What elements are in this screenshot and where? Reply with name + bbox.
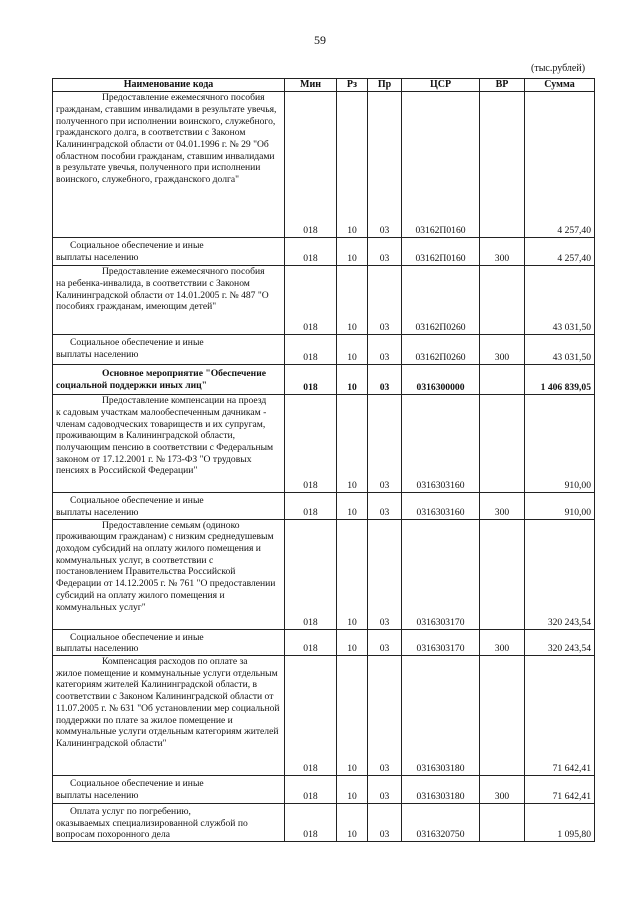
row-pr-cell: 03 — [368, 395, 402, 493]
row-rz-cell: 10 — [337, 266, 368, 335]
table-row — [53, 335, 595, 365]
row-name-first-line: Социальное обеспечение и иные — [70, 337, 204, 349]
row-name-cell — [53, 776, 285, 804]
row-name-first-line: Социальное обеспечение и иные — [70, 778, 204, 789]
row-name-continuation: гражданам, ставшим инвалидами в результате увечья, полученного при исполнении воинского, служебного, гражданского долга, в соответствии с Законом Калининградской области от 04.01.1996 г. № 29 "Об областном пособии гражданам, ставшим инвалидами в результате увечья, полученного при исполнении воинского, служебного, гражданского долга" — [56, 103, 277, 186]
row-rz-cell: 10 — [337, 804, 368, 842]
table-row — [53, 519, 595, 629]
row-min-cell: 018 — [285, 629, 337, 655]
row-name-cell — [53, 395, 285, 493]
row-csr-cell: 03162П0160 — [402, 92, 480, 238]
row-name-first-line: Социальное обеспечение и иные — [70, 240, 204, 252]
row-pr-cell: 03 — [368, 804, 402, 842]
row-rz-cell: 10 — [337, 519, 368, 629]
row-sum-cell: 71 642,41 — [525, 776, 595, 804]
table-row — [53, 493, 595, 519]
budget-table — [52, 78, 595, 842]
row-pr-cell: 03 — [368, 238, 402, 266]
row-name-cell — [53, 266, 285, 335]
page-number: 59 — [314, 33, 326, 47]
row-csr-cell: 03162П0260 — [402, 335, 480, 365]
row-min-cell: 018 — [285, 804, 337, 842]
row-vr-cell — [480, 519, 525, 629]
row-name-continuation: оказываемых специализированной службой по вопросам похоронного дела — [56, 817, 248, 841]
row-rz-cell: 10 — [337, 335, 368, 365]
row-vr-cell — [480, 92, 525, 238]
row-name-cell — [53, 656, 285, 776]
row-pr-cell: 03 — [368, 519, 402, 629]
row-sum-cell: 910,00 — [525, 395, 595, 493]
table-row — [53, 776, 595, 804]
row-min-cell: 018 — [285, 266, 337, 335]
row-sum-cell: 1 406 839,05 — [525, 365, 595, 395]
row-min-cell: 018 — [285, 656, 337, 776]
table-row — [53, 365, 595, 395]
row-csr-cell: 0316303160 — [402, 493, 480, 519]
row-rz-cell: 10 — [337, 656, 368, 776]
row-name-continuation: социальной поддержки иных лиц" — [56, 379, 207, 391]
row-csr-cell: 0316303170 — [402, 629, 480, 655]
row-csr-cell: 0316303180 — [402, 776, 480, 804]
row-name-cell — [53, 629, 285, 655]
row-name-continuation: выплаты населению — [56, 506, 139, 518]
row-name-cell — [53, 238, 285, 266]
row-rz-cell: 10 — [337, 395, 368, 493]
row-csr-cell: 03162П0160 — [402, 238, 480, 266]
row-name-continuation: выплаты населению — [56, 789, 139, 801]
row-vr-cell — [480, 656, 525, 776]
column-header-pr: Пр — [368, 79, 402, 92]
row-csr-cell: 03162П0260 — [402, 266, 480, 335]
row-name-cell — [53, 493, 285, 519]
row-name-continuation: выплаты населению — [56, 348, 139, 360]
row-name-continuation: выплаты населению — [56, 251, 139, 263]
row-vr-cell — [480, 395, 525, 493]
row-min-cell: 018 — [285, 776, 337, 804]
row-name-first-line: Предоставление ежемесячного пособия — [102, 92, 265, 104]
row-name-first-line: Предоставление компенсации на проезд — [102, 395, 267, 407]
row-rz-cell: 10 — [337, 629, 368, 655]
row-min-cell: 018 — [285, 395, 337, 493]
row-name-continuation: выплаты населению — [56, 643, 139, 655]
row-name-first-line: Социальное обеспечение и иные — [70, 631, 204, 643]
row-rz-cell: 10 — [337, 238, 368, 266]
row-name-first-line: Предоставление ежемесячного пособия — [102, 266, 265, 278]
row-name-first-line: Компенсация расходов по оплате за — [102, 656, 248, 667]
row-pr-cell: 03 — [368, 629, 402, 655]
row-csr-cell: 0316303160 — [402, 395, 480, 493]
row-min-cell: 018 — [285, 493, 337, 519]
row-name-first-line: Предоставление семьям (одиноко — [102, 519, 240, 531]
row-min-cell: 018 — [285, 519, 337, 629]
row-pr-cell: 03 — [368, 266, 402, 335]
table-row — [53, 804, 595, 842]
header-row — [53, 79, 595, 92]
row-pr-cell: 03 — [368, 493, 402, 519]
row-vr-cell: 300 — [480, 335, 525, 365]
row-csr-cell: 0316320750 — [402, 804, 480, 842]
row-name-cell — [53, 335, 285, 365]
table-body — [53, 92, 595, 842]
column-header-csr: ЦСР — [402, 79, 480, 92]
row-sum-cell: 320 243,54 — [525, 519, 595, 629]
row-sum-cell: 4 257,40 — [525, 92, 595, 238]
column-header-min: Мин — [285, 79, 337, 92]
row-name-continuation: к садовым участкам малообеспеченным дачникам - членам садоводческих товариществ и их супругам, проживающим в Калининградской области, получающим пенсию в соответствии с Федеральным законом от 17.12.2001 г. № 173-ФЗ "О трудовых пенсиях в Российской Федерации" — [56, 406, 274, 477]
row-min-cell: 018 — [285, 365, 337, 395]
column-header-sum: Сумма — [525, 79, 595, 92]
units-label: (тыс.рублей) — [531, 63, 586, 74]
row-name-continuation: проживающим гражданам) с низким среднедушевым доходом субсидий на оплату жилого помещения и коммунальных услуг, в соответствии с постановлением Правительства Российской Федерации от 14.12.2005 г. № 761 "О предоставлении субсидий на оплату жилого помещения и коммунальных услуг" — [56, 531, 276, 613]
row-vr-cell — [480, 266, 525, 335]
row-rz-cell: 10 — [337, 92, 368, 238]
row-name-cell — [53, 92, 285, 238]
table-row — [53, 656, 595, 776]
row-name-first-line: Основное мероприятие "Обеспечение — [102, 368, 266, 380]
row-sum-cell: 320 243,54 — [525, 629, 595, 655]
row-rz-cell: 10 — [337, 776, 368, 804]
table-row — [53, 266, 595, 335]
row-name-continuation: жилое помещение и коммунальные услуги отдельным категориям жителей Калининградской области, в соответствии с Законом Калининградской области от 11.07.2005 г. № 631 "Об установлении мер социальной поддержки по плате за жилое помещение и коммунальные услуги отдельным категориям жителей Калининградской области" — [56, 667, 280, 749]
row-name-cell — [53, 804, 285, 842]
row-pr-cell: 03 — [368, 92, 402, 238]
row-pr-cell: 03 — [368, 335, 402, 365]
row-sum-cell: 1 095,80 — [525, 804, 595, 842]
row-csr-cell: 0316303170 — [402, 519, 480, 629]
row-sum-cell: 43 031,50 — [525, 266, 595, 335]
row-vr-cell — [480, 804, 525, 842]
row-min-cell: 018 — [285, 238, 337, 266]
row-csr-cell: 0316303180 — [402, 656, 480, 776]
table-row — [53, 395, 595, 493]
row-sum-cell: 71 642,41 — [525, 656, 595, 776]
row-vr-cell: 300 — [480, 493, 525, 519]
table-row — [53, 92, 595, 238]
table-row — [53, 629, 595, 655]
column-header-rz: Рз — [337, 79, 368, 92]
row-vr-cell — [480, 365, 525, 395]
row-vr-cell: 300 — [480, 238, 525, 266]
row-name-cell — [53, 519, 285, 629]
row-name-continuation: на ребенка-инвалида, в соответствии с Законом Калининградской области от 14.01.2005 г. № 487 "О пособиях гражданам, имеющим детей" — [56, 277, 269, 313]
row-pr-cell: 03 — [368, 365, 402, 395]
column-header-name: Наименование кода — [53, 79, 285, 92]
row-name-first-line: Социальное обеспечение и иные — [70, 495, 204, 507]
row-min-cell: 018 — [285, 92, 337, 238]
column-header-vr: ВР — [480, 79, 525, 92]
row-min-cell: 018 — [285, 335, 337, 365]
row-csr-cell: 0316300000 — [402, 365, 480, 395]
row-sum-cell: 4 257,40 — [525, 238, 595, 266]
row-sum-cell: 43 031,50 — [525, 335, 595, 365]
row-name-first-line: Оплата услуг по погребению, — [70, 806, 191, 817]
row-name-cell — [53, 365, 285, 395]
row-pr-cell: 03 — [368, 656, 402, 776]
table-row — [53, 238, 595, 266]
row-rz-cell: 10 — [337, 493, 368, 519]
row-rz-cell: 10 — [337, 365, 368, 395]
row-vr-cell: 300 — [480, 629, 525, 655]
row-sum-cell: 910,00 — [525, 493, 595, 519]
row-vr-cell: 300 — [480, 776, 525, 804]
row-pr-cell: 03 — [368, 776, 402, 804]
